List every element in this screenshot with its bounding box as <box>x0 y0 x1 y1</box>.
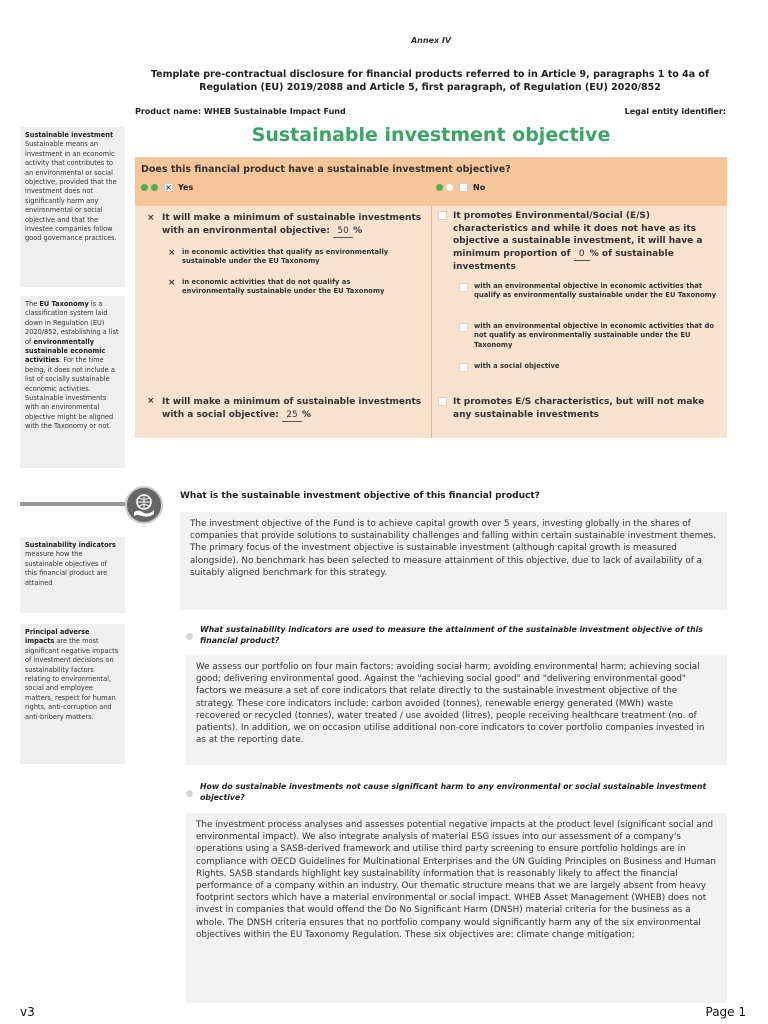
social-objective-unit: % <box>301 409 311 420</box>
annex-label: Annex IV <box>410 36 452 45</box>
sidebar-eu-taxonomy <box>20 296 125 468</box>
indicators-answer: We assess our portfolio on four main factors: avoiding social harm; avoiding environmental harm; achieving social good; delivering environmental good. Against the "achieving social good" and "delivering environmental good" factors we measure a set of core indicators that relate directly to the sustainable investment objective of the strategy. These core indicators include: carbon avoided (tonnes), renewable energy generated (MWh) waste recovered or recycled (tonnes), water treated / use avoided (litres), people receiving healthcare treatment (no. of patients). In addition, we on occasion utilise additional non-core indicators to cover portfolio companies invested in as at the reporting date. <box>186 655 727 765</box>
term-sustainability-indicators: Sustainability indicators <box>25 541 116 549</box>
env-objective-value: 50 <box>333 225 353 239</box>
env-objective-checkbox[interactable]: × <box>147 213 155 223</box>
env-objective-unit: % <box>353 225 363 236</box>
sidebar-sustainable-investment <box>20 127 125 287</box>
globe-hand-icon <box>125 486 163 524</box>
sidebar-principal-adverse-impacts <box>20 624 125 764</box>
bullet-icon <box>186 633 193 640</box>
definition-eu-taxonomy-mid: is a classification system laid down in Regulation (EU) 2020/852, establishing a list of <box>25 300 119 346</box>
objective-answer: The investment objective of the Fund is to achieve capital growth over 5 years, investing globally in the shares of companies that provide solutions to sustainability challenges and falling within certain sustainable investment themes. The primary focus of the investment objective is sustainable investment (although capital growth is measured alongside). No benchmark has been selected to measure attainment of this objective, due to lack of availability of a suitably aligned benchmark for this strategy. <box>180 512 727 610</box>
no-label: No <box>473 183 486 192</box>
env-objective-label: It will make a minimum of sustainable investments with an environmental objective: <box>162 213 422 236</box>
definition-eu-taxonomy-pre: The <box>25 300 40 308</box>
es-promotes-option <box>453 210 718 274</box>
social-objective-label: It will make a minimum of sustainable investments with a social objective: <box>162 397 422 420</box>
social-objective-checkbox[interactable]: × <box>147 396 155 406</box>
product-name: Product name: WHEB Sustainable Impact Fund <box>135 107 346 116</box>
definition-sustainability-indicators: measure how the sustainable objectives of this financial product are attained <box>25 550 108 587</box>
es-no-sustainable-checkbox[interactable] <box>438 397 447 406</box>
social-objective-value: 25 <box>282 409 302 423</box>
es-env-not-taxonomy-label: with an environmental objective in economic activities that do not qualify as environmentally sustainable under the EU Taxonomy <box>474 322 715 349</box>
term-environmentally-sustainable: environmentally sustainable economic activities <box>25 337 106 365</box>
definition-eu-taxonomy-post: . For the time being, it does not include a list of socially sustainable economic activities. Sustainable investments with an environmental objective might be aligned with the Taxonomy or not. <box>25 356 115 431</box>
es-min-proportion-value: 0 <box>574 248 590 262</box>
term-principal-adverse-impacts: Principal adverse impacts <box>25 628 90 646</box>
term-eu-taxonomy: EU Taxonomy <box>39 300 89 308</box>
es-env-taxonomy-checkbox[interactable] <box>459 283 468 292</box>
harm-answer: The investment process analyses and assesses potential negative impacts at the product level (significant social and environmental impact). We also integrate analysis of material ESG issues into our assessment of a company's operations using a SASB-derived framework and utilise third party screening to ensure portfolio holdings are in compliance with OECD Guidelines for Multinational Enterprises and the UN Guiding Principles on Business and Human Rights. SASB standards highlight key sustainability information that is reasonably likely to affect the financial performance of a company within an industry. Our thematic structure means that we are largely absent from heavy footprint sectors which have a material environmental or social impact. WHEB Asset Management (WHEB) does not invest in companies that would offend the Do No Significant Harm (DNSH) material criteria for the business as a whole. The DNSH criteria ensures that no portfolio company would significantly harm any of the six environmental objectives within the EU Taxonomy Regulation. These six objectives are: climate change mitigation; <box>186 813 727 1003</box>
no-indicator-dot <box>436 184 443 191</box>
taxonomy-not-aligned-label: in economic activities that do not qualify as environmentally sustainable under the EU Taxonomy <box>182 278 385 296</box>
definition-principal-adverse-impacts: are the most significant negative impacts of investment decisions on sustainability factors relating to environmental, social and employee matters, respect for human rights, anti-corruption and anti-bribery matters. <box>25 637 119 721</box>
sidebar-sustainability-indicators <box>20 537 125 613</box>
es-promotes-label-end: % of sustainable investments <box>453 248 674 272</box>
indicators-question: What sustainability indicators are used to measure the attainment of the sustainable investment objective of this financial product? <box>200 625 703 645</box>
version-label: v3 <box>20 1005 35 1019</box>
taxonomy-aligned-label: in economic activities that qualify as environmentally sustainable under the EU Taxonomy <box>182 248 389 266</box>
no-option[interactable] <box>436 183 485 192</box>
es-social-checkbox[interactable] <box>459 363 468 372</box>
es-no-sustainable-label: It promotes E/S characteristics, but will not make any sustainable investments <box>453 397 705 420</box>
social-objective-option <box>162 396 427 422</box>
legal-entity-identifier: Legal entity identifier: <box>624 107 726 116</box>
yes-indicator-dot <box>141 184 148 191</box>
column-divider <box>431 206 432 438</box>
term-sustainable-investment: Sustainable investment <box>25 131 114 139</box>
bullet-icon <box>186 790 193 797</box>
taxonomy-aligned-checkbox[interactable]: × <box>168 248 176 258</box>
env-objective-option <box>162 212 427 238</box>
es-promotes-checkbox[interactable] <box>438 211 447 220</box>
taxonomy-not-aligned-checkbox[interactable]: × <box>168 278 176 288</box>
yes-checkbox[interactable]: × <box>165 183 172 192</box>
es-env-not-taxonomy-checkbox[interactable] <box>459 323 468 332</box>
yes-indicator-dot <box>151 184 158 191</box>
page-title: Sustainable investment objective <box>251 124 611 146</box>
harm-question: How do sustainable investments not cause significant harm to any environmental or social sustainable investment objective? <box>200 782 707 802</box>
section-rule <box>20 502 128 506</box>
no-indicator-dot <box>446 184 453 191</box>
yes-option[interactable] <box>141 183 193 192</box>
no-checkbox[interactable] <box>459 183 468 192</box>
definition-sustainable-investment: Sustainable means an investment in an economic activity that contributes to an environmental or social objective, provided that the investment does not significantly harm any environmental or social objective and that the investee companies follow good governance practices. <box>25 140 117 243</box>
yes-label: Yes <box>178 183 194 192</box>
es-promotes-label: It promotes Environmental/Social (E/S) characteristics and while it does not have as its objective a sustainable investment, it will have a minimum proportion of <box>453 211 703 259</box>
objective-section-question: What is the sustainable investment objective of this financial product? <box>180 491 540 501</box>
es-env-taxonomy-label: with an environmental objective in economic activities that qualify as environmentally sustainable under the EU Taxonomy <box>474 282 717 300</box>
template-title: Template pre-contractual disclosure for financial products referred to in Article 9, paragraphs 1 to 4a of Regulation (EU) 2019/2088 and Article 5, first paragraph, of Regulation (EU) 2020/852 <box>150 69 710 93</box>
page-number: Page 1 <box>705 1005 746 1019</box>
objective-question-title: Does this financial product have a sustainable investment objective? <box>141 164 511 175</box>
es-social-label: with a social objective <box>474 362 560 370</box>
